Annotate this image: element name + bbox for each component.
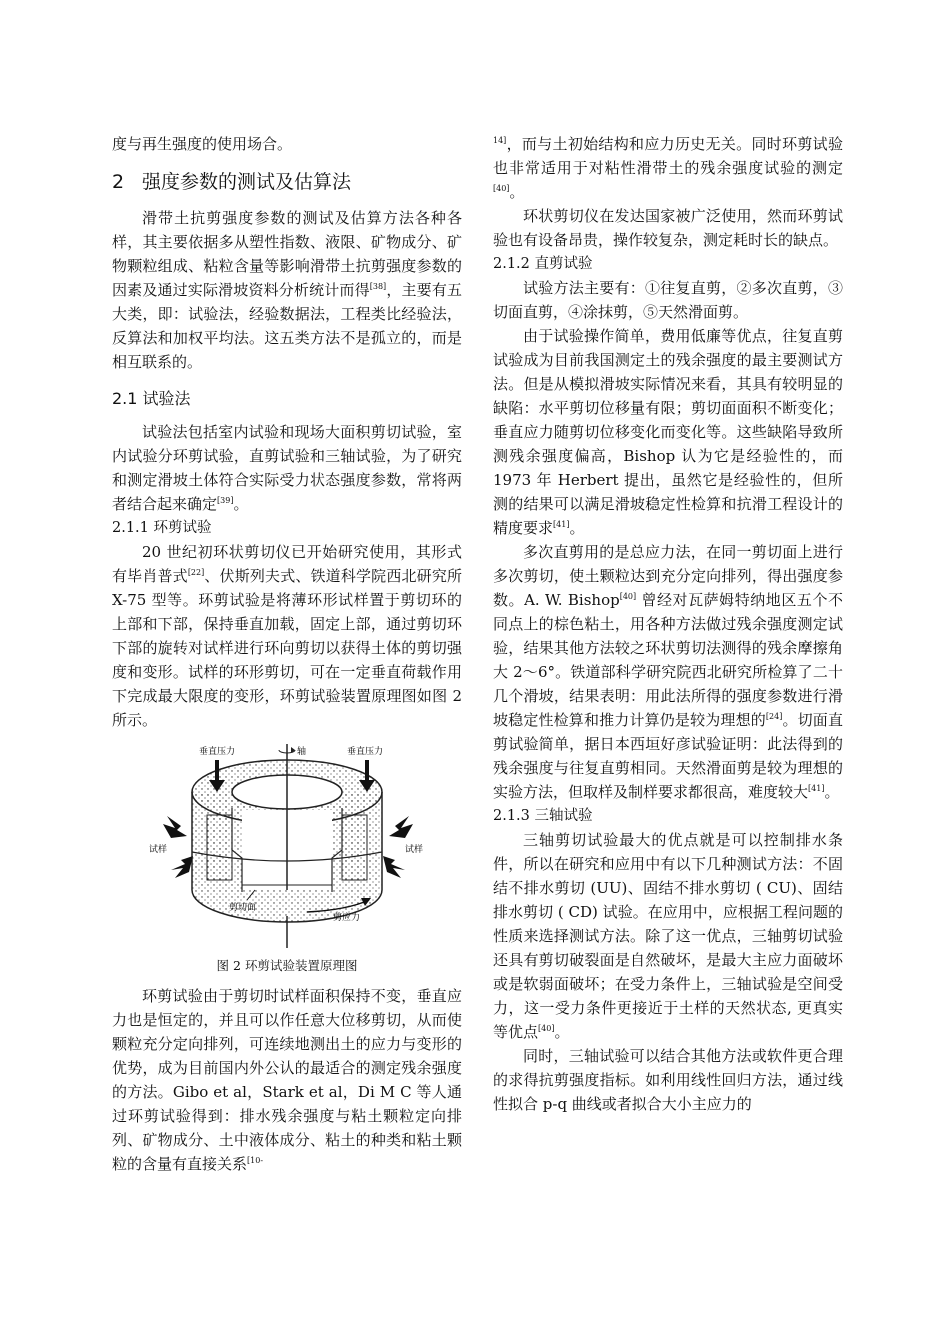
citation: [10-: [247, 1156, 264, 1165]
subsection-heading-2-1: 2.1 试验法: [112, 389, 191, 408]
citation: [38]: [369, 282, 387, 291]
citation: [24]: [765, 712, 783, 721]
citation: [40]: [619, 592, 637, 601]
label-axis: 轴: [297, 747, 307, 757]
section-heading-2: [112, 168, 462, 196]
load-arrow: [171, 856, 193, 878]
paragraph: 环剪试验由于剪切时试样面积保持不变，垂直应力也是恒定的，并且可以作任意大位移剪切，从而使颗粒充分定向排列，可连续地测出土的应力与变形的优势，成为目前国内外公认的最适合的测定残余强度的方法。Gibo et al，Stark et al，Di M C 等人通过环剪试验得到：排水残余强度与粘土颗粒定向排列、矿物成分、土中液体成分、粘土的种类和粘土颗粒的含量有直接关系$^{[10-}$: [112, 987, 462, 1173]
paragraph-continuation: 度与再生强度的使用场合。: [112, 135, 293, 153]
label-sample-left: 试样: [149, 845, 168, 855]
subsection-heading-2-1-3: 2.1.3 三轴试验: [493, 808, 593, 824]
citation: [39]: [217, 496, 234, 505]
load-arrow: [383, 856, 405, 878]
label-pressure-left: 垂直压力: [199, 747, 236, 757]
citation: 14]: [493, 136, 507, 145]
load-arrow: [389, 816, 413, 838]
figure-ring-shear-apparatus: [112, 740, 462, 952]
citation: [22]: [187, 568, 205, 577]
paragraph: 20 世纪初环状剪切仪已开始研究使用，其形式有毕肖普式[22]、伏斯列夫式、铁道科学院西北研究所 X-75 型等。环剪试验是将薄环形试样置于剪切环的上部和下部，保持垂直加载，固定上部，通过剪切环下部的旋转对试样进行环向剪切以获得土体的剪切强度和变形。试样的环形剪切，可在一定垂直荷载作用下完成最大限度的变形，环剪试验装置原理图如图 2 所示。: [112, 543, 462, 729]
citation: [40]: [493, 184, 510, 193]
right-column: [493, 132, 843, 1116]
paragraph: 试验法包括室内试验和现场大面积剪切试验，室内试验分环剪试验，直剪试验和三轴试验，为了研究和测定滑坡土体符合实际受力状态强度参数，常将两者结合起来确定[39]。: [112, 423, 462, 513]
paragraph: 试验方法主要有：①往复直剪，②多次直剪，③切面直剪，④涂抹剪，⑤天然滑面剪。: [493, 279, 843, 321]
label-shear-force: 剪应力: [333, 913, 361, 923]
paragraph: 同时，三轴试验可以结合其他方法或软件更合理的求得抗剪强度指标。如利用线性回归方法，通过线性拟合 p-q 曲线或者拟合大小主应力的: [493, 1047, 843, 1113]
figure-caption: 图 2 环剪试验装置原理图: [216, 958, 358, 973]
section-title: 强度参数的测试及估算法: [142, 171, 352, 193]
citation: [40]: [538, 1024, 555, 1033]
paragraph: 三轴剪切试验最大的优点就是可以控制排水条件，所以在研究和应用中有以下几种测试方法：不固结不排水剪切 (UU)、固结不排水剪切 ( CU)、固结排水剪切 ( CD) 试验。在应用中，应根据工程问题的性质来选择测试方法。除了这一优点，三轴剪切试验还具有剪切破裂面是自然破坏，是最大主应力面破坏或是软弱面破坏；在受力条件上，三轴试验是空间受力，这一受力条件更接近于土样的天然状态, 更真实等优点[40]。: [493, 831, 843, 1041]
subsection-heading-2-1-1: 2.1.1 环剪试验: [112, 520, 212, 536]
citation: [41]: [808, 784, 825, 793]
paragraph: 多次直剪用的是总应力法，在同一剪切面上进行多次剪切，使土颗粒达到充分定向排列，得出强度参数。A. W. Bishop[40] 曾经对瓦萨姆特纳地区五个不同点上的棕色粘土，用各种方法做过残余强度测定试验，结果其他方法较之环状剪切法测得的残余摩擦角大 2～6°。铁道部科学研究院西北研究所检算了二十几个滑坡，结果表明：用此法所得的强度参数进行滑坡稳定性检算和推力计算仍是较为理想的[24]。切面直剪试验简单，据日本西垣好彦试验证明：此法得到的残余强度与往复直剪相同。天然滑面剪是较为理想的实验方法，但取样及制样要求都很高，难度较大[41]。: [493, 543, 843, 801]
paragraph: 由于试验操作简单，费用低廉等优点，往复直剪试验成为目前我国测定土的残余强度的最主要测试方法。但是从模拟滑坡实际情况来看，其具有较明显的缺陷：水平剪切位移量有限；剪切面面积不断变化；垂直应力随剪切位移变化而变化等。这些缺陷导致所测残余强度偏高，Bishop 认为它是经验性的，而 1973 年 Herbert 提出，虽然它是经验性的，但所测的结果可以满足滑坡稳定性检算和抗滑工程设计的精度要求[41]。: [493, 327, 843, 537]
section-number: 2: [112, 171, 125, 193]
paragraph-continuation: $^{14]}$，而与土初始结构和应力历史无关。同时环剪试验也非常适用于对粘性滑带土的残余强度试验的测定[40]。: [493, 135, 843, 201]
ring-shear-diagram: [147, 740, 427, 952]
citation: [41]: [553, 520, 570, 529]
paragraph: 滑带土抗剪强度参数的测试及估算方法各种各样，其主要依据多从塑性指数、液限、矿物成分、矿物颗粒组成、粘粒含量等影响滑带土抗剪强度参数的因素及通过实际滑坡资料分析统计而得[38]，主要有五大类，即：试验法，经验数据法，工程类比经验法，反算法和加权平均法。这五类方法不是孤立的，而是相互联系的。: [112, 209, 462, 371]
label-pressure-right: 垂直压力: [347, 747, 384, 757]
paragraph: 环状剪切仪在发达国家被广泛使用，然而环剪试验也有设备昂贵，操作较复杂，测定耗时长的缺点。: [493, 207, 843, 249]
load-arrow: [163, 816, 187, 838]
label-sample-right: 试样: [405, 845, 424, 855]
subsection-heading-2-1-2: 2.1.2 直剪试验: [493, 256, 593, 272]
left-column: [112, 132, 462, 1176]
label-shear-plane: 剪切面: [229, 903, 257, 913]
